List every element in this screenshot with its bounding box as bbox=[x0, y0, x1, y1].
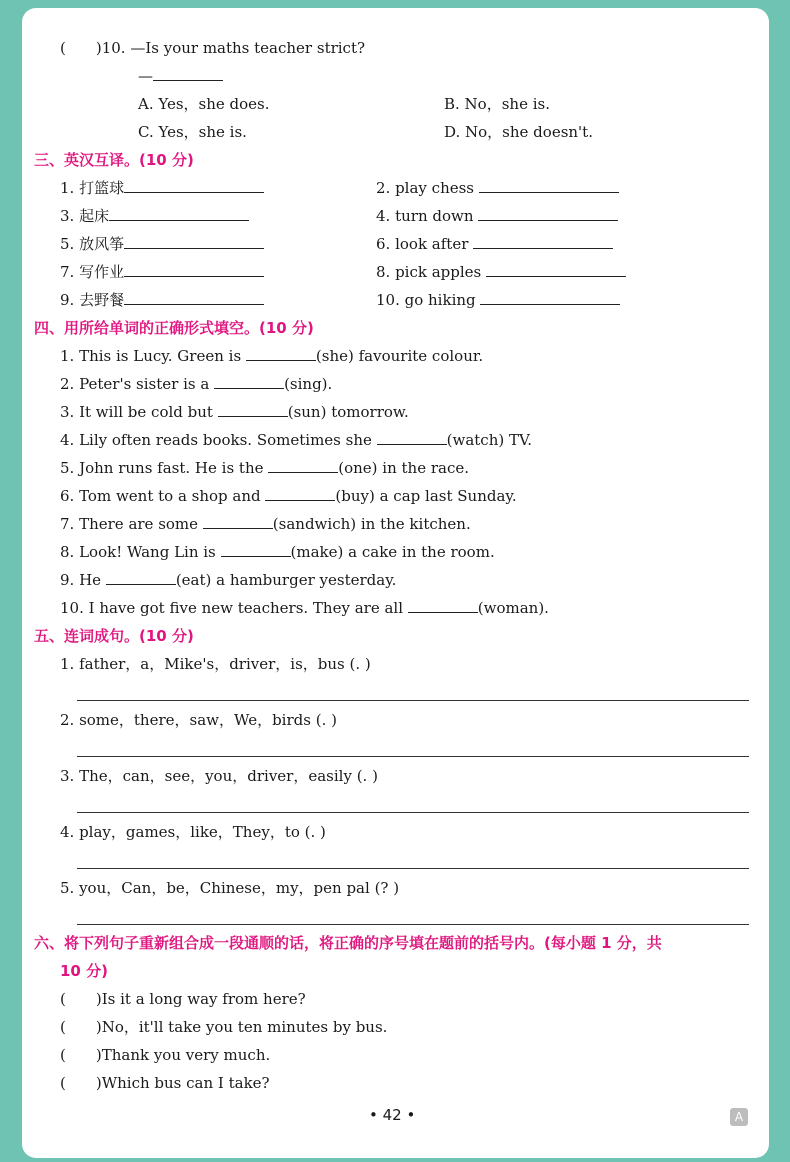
section4-heading: 四、用所给单词的正确形式填空。(10 分) bbox=[34, 319, 314, 337]
translation-item: 6. look after bbox=[376, 234, 613, 254]
translation-item: 10. go hiking bbox=[376, 290, 620, 310]
q10-answer-line: — bbox=[138, 66, 223, 86]
fill-blank-item: 8. Look! Wang Lin is (make) a cake in the room. bbox=[60, 543, 495, 561]
worksheet-page bbox=[22, 8, 769, 1158]
page-number: • 42 • bbox=[369, 1106, 416, 1124]
dialogue-item: ( )Is it a long way from here? bbox=[60, 990, 306, 1008]
answer-line bbox=[77, 812, 749, 813]
answer-line bbox=[77, 756, 749, 757]
dialogue-item: ( )No，it'll take you ten minutes by bus. bbox=[60, 1018, 388, 1036]
fill-blank-item: 1. This is Lucy. Green is (she) favourite colour. bbox=[60, 347, 484, 365]
fill-blank-item: 2. Peter's sister is a (sing). bbox=[60, 375, 333, 393]
q10-option-b: B. No，she is. bbox=[444, 95, 550, 113]
answer-line bbox=[77, 924, 749, 925]
q10-option-a: A. Yes，she does. bbox=[138, 95, 270, 113]
dialogue-item: ( )Which bus can I take? bbox=[60, 1074, 270, 1092]
fill-blank-item: 10. I have got five new teachers. They are all (woman). bbox=[60, 599, 549, 617]
translation-item: 4. turn down bbox=[376, 206, 618, 226]
fill-blank-item: 7. There are some (sandwich) in the kitchen. bbox=[60, 515, 471, 533]
translation-item: 1. 打篮球 bbox=[60, 178, 264, 198]
translation-item: 8. pick apples bbox=[376, 262, 626, 282]
fill-blank-item: 4. Lily often reads books. Sometimes she (watch) TV. bbox=[60, 431, 532, 449]
translation-item: 3. 起床 bbox=[60, 206, 249, 226]
word-order-item: 3. The，can，see，you，driver，easily (. ) bbox=[60, 767, 378, 785]
translation-item: 5. 放风筝 bbox=[60, 234, 264, 254]
answer-line bbox=[77, 868, 749, 869]
word-order-item: 1. father，a，Mike's，driver，is，bus (. ) bbox=[60, 655, 371, 673]
answer-line bbox=[77, 700, 749, 701]
section5-heading: 五、连词成句。(10 分) bbox=[34, 627, 194, 645]
version-badge: A bbox=[730, 1108, 748, 1126]
q10-stem: ( )10. —Is your maths teacher strict? bbox=[60, 39, 366, 57]
word-order-item: 2. some，there，saw，We，birds (. ) bbox=[60, 711, 337, 729]
section6-heading-cont: 10 分) bbox=[60, 962, 108, 980]
translation-item: 7. 写作业 bbox=[60, 262, 264, 282]
fill-blank-item: 5. John runs fast. He is the (one) in the race. bbox=[60, 459, 470, 477]
word-order-item: 5. you，Can，be，Chinese，my，pen pal (? ) bbox=[60, 879, 400, 897]
q10-option-d: D. No，she doesn't. bbox=[444, 123, 593, 141]
dialogue-item: ( )Thank you very much. bbox=[60, 1046, 271, 1064]
translation-item: 2. play chess bbox=[376, 178, 619, 198]
fill-blank-item: 6. Tom went to a shop and (buy) a cap last Sunday. bbox=[60, 487, 517, 505]
word-order-item: 4. play，games，like，They，to (. ) bbox=[60, 823, 326, 841]
fill-blank-item: 9. He (eat) a hamburger yesterday. bbox=[60, 571, 397, 589]
section6-heading: 六、将下列句子重新组合成一段通顺的话，将正确的序号填在题前的括号内。(每小题 1 分，共 bbox=[34, 934, 662, 952]
section3-heading: 三、英汉互译。(10 分) bbox=[34, 151, 194, 169]
fill-blank-item: 3. It will be cold but (sun) tomorrow. bbox=[60, 403, 409, 421]
q10-option-c: C. Yes，she is. bbox=[138, 123, 247, 141]
translation-item: 9. 去野餐 bbox=[60, 290, 264, 310]
